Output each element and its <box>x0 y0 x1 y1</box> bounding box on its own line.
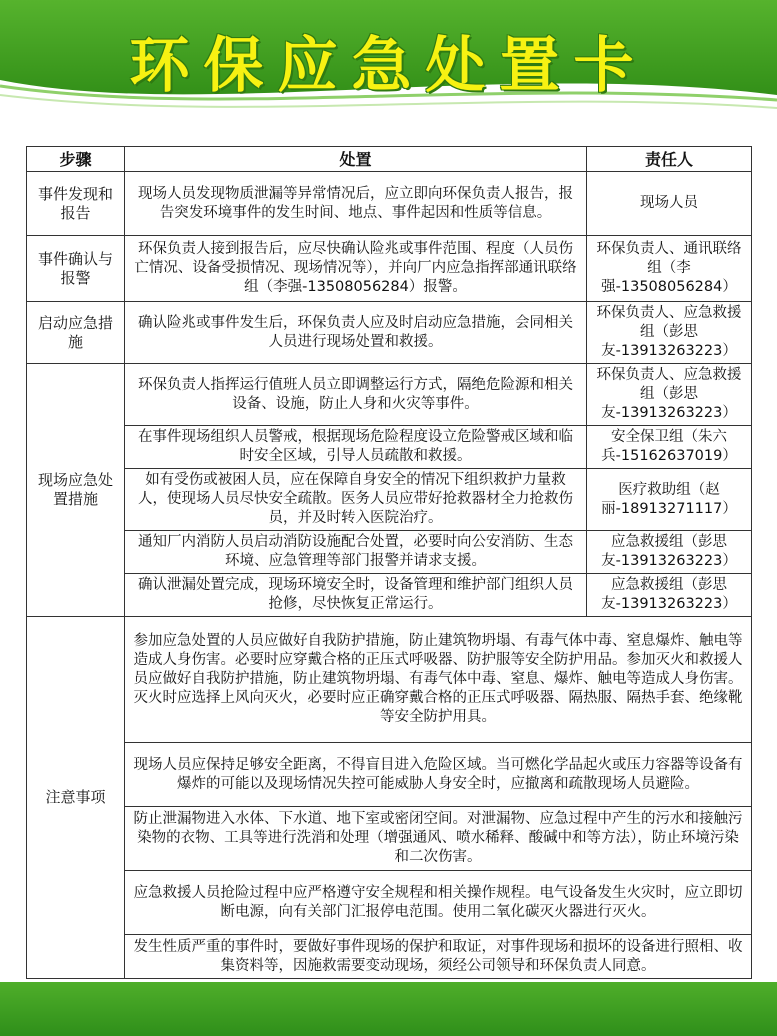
footer-bar <box>0 982 777 1036</box>
action-cell: 确认险兆或事件发生后，环保负责人应及时启动应急措施，会同相关人员进行现场处置和救援。 <box>125 302 587 364</box>
procedure-table <box>26 146 752 979</box>
responsible-cell: 环保负责人、通讯联络组（李强-13508056284） <box>587 236 752 302</box>
note-cell: 参加应急处置的人员应做好自我防护措施，防止建筑物坍塌、有毒气体中毒、窒息爆炸、触电等造成人身伤害。必要时应穿戴合格的正压式呼吸器、防护服等安全防护用品。参加灭火和救援人员应做好自我防护措施，防止建筑物坍塌、有毒气体中毒、窒息、爆炸、触电等造成人身伤害。灭火时应选择上风向灭火，必要时应正确穿戴合格的正压式呼吸器、隔热服、隔热手套、绝缘靴等安全防护用具。 <box>125 617 752 743</box>
action-cell: 现场人员发现物质泄漏等异常情况后，应立即向环保负责人报告，报告突发环境事件的发生时间、地点、事件起因和性质等信息。 <box>125 172 587 236</box>
step-cell: 现场应急处置措施 <box>27 364 125 617</box>
responsible-cell: 安全保卫组（朱六兵-15162637019） <box>587 426 752 469</box>
note-cell: 防止泄漏物进入水体、下水道、地下室或密闭空间。对泄漏物、应急过程中产生的污水和接触污染物的衣物、工具等进行洗消和处理（增强通风、喷水稀释、酸碱中和等方法），防止环境污染和二次伤害。 <box>125 807 752 871</box>
table-row <box>27 935 752 979</box>
action-cell: 通知厂内消防人员启动消防设施配合处置，必要时向公安消防、生态环境、应急管理等部门报警并请求支援。 <box>125 531 587 574</box>
table-row <box>27 364 752 426</box>
action-cell: 确认泄漏处置完成，现场环境安全时，设备管理和维护部门组织人员抢修，尽快恢复正常运行。 <box>125 574 587 617</box>
table-row <box>27 236 752 302</box>
table-row <box>27 617 752 743</box>
responsible-cell: 环保负责人、应急救援组（彭思友-13913263223） <box>587 364 752 426</box>
responsible-cell: 现场人员 <box>587 172 752 236</box>
table-row <box>27 531 752 574</box>
step-cell: 注意事项 <box>27 617 125 979</box>
note-cell: 现场人员应保持足够安全距离，不得盲目进入危险区域。当可燃化学品起火或压力容器等设备有爆炸的可能以及现场情况失控可能威胁人身安全时，应撤离和疏散现场人员避险。 <box>125 743 752 807</box>
action-cell: 环保负责人指挥运行值班人员立即调整运行方式，隔绝危险源和相关设备、设施，防止人身和火灾等事件。 <box>125 364 587 426</box>
table-row <box>27 743 752 807</box>
table-row <box>27 172 752 236</box>
header-action: 处置 <box>125 147 587 172</box>
responsible-cell: 应急救援组（彭思友-13913263223） <box>587 574 752 617</box>
responsible-cell: 医疗救助组（赵丽-18913271117） <box>587 469 752 531</box>
step-cell: 启动应急措施 <box>27 302 125 364</box>
table-row <box>27 426 752 469</box>
table-row <box>27 574 752 617</box>
responsible-cell: 环保负责人、应急救援组（彭思友-13913263223） <box>587 302 752 364</box>
step-cell: 事件确认与报警 <box>27 236 125 302</box>
step-cell: 事件发现和报告 <box>27 172 125 236</box>
note-cell: 应急救援人员抢险过程中应严格遵守安全规程和相关操作规程。电气设备发生火灾时，应立即切断电源，向有关部门汇报停电范围。使用二氧化碳灭火器进行灭火。 <box>125 871 752 935</box>
table-header-row <box>27 147 752 172</box>
action-cell: 如有受伤或被困人员，应在保障自身安全的情况下组织救护力量救人，使现场人员尽快安全疏散。医务人员应带好抢救器材全力抢救伤员，并及时转入医院治疗。 <box>125 469 587 531</box>
table-row <box>27 302 752 364</box>
action-cell: 环保负责人接到报告后，应尽快确认险兆或事件范围、程度（人员伤亡情况、设备受损情况、现场情况等），并向厂内应急指挥部通讯联络组（李强-13508056284）报警。 <box>125 236 587 302</box>
action-cell: 在事件现场组织人员警戒，根据现场危险程度设立危险警戒区域和临时安全区域，引导人员疏散和救援。 <box>125 426 587 469</box>
table-row <box>27 807 752 871</box>
responsible-cell: 应急救援组（彭思友-13913263223） <box>587 531 752 574</box>
page-title: 环保应急处置卡 <box>129 31 648 101</box>
header-step: 步骤 <box>27 147 125 172</box>
table-row <box>27 469 752 531</box>
table-row <box>27 871 752 935</box>
note-cell: 发生性质严重的事件时，要做好事件现场的保护和取证，对事件现场和损坏的设备进行照相、收集资料等，因施救需要变动现场，须经公司领导和环保负责人同意。 <box>125 935 752 979</box>
header-responsible: 责任人 <box>587 147 752 172</box>
procedure-table-wrapper <box>26 146 751 979</box>
header-banner <box>0 0 777 125</box>
